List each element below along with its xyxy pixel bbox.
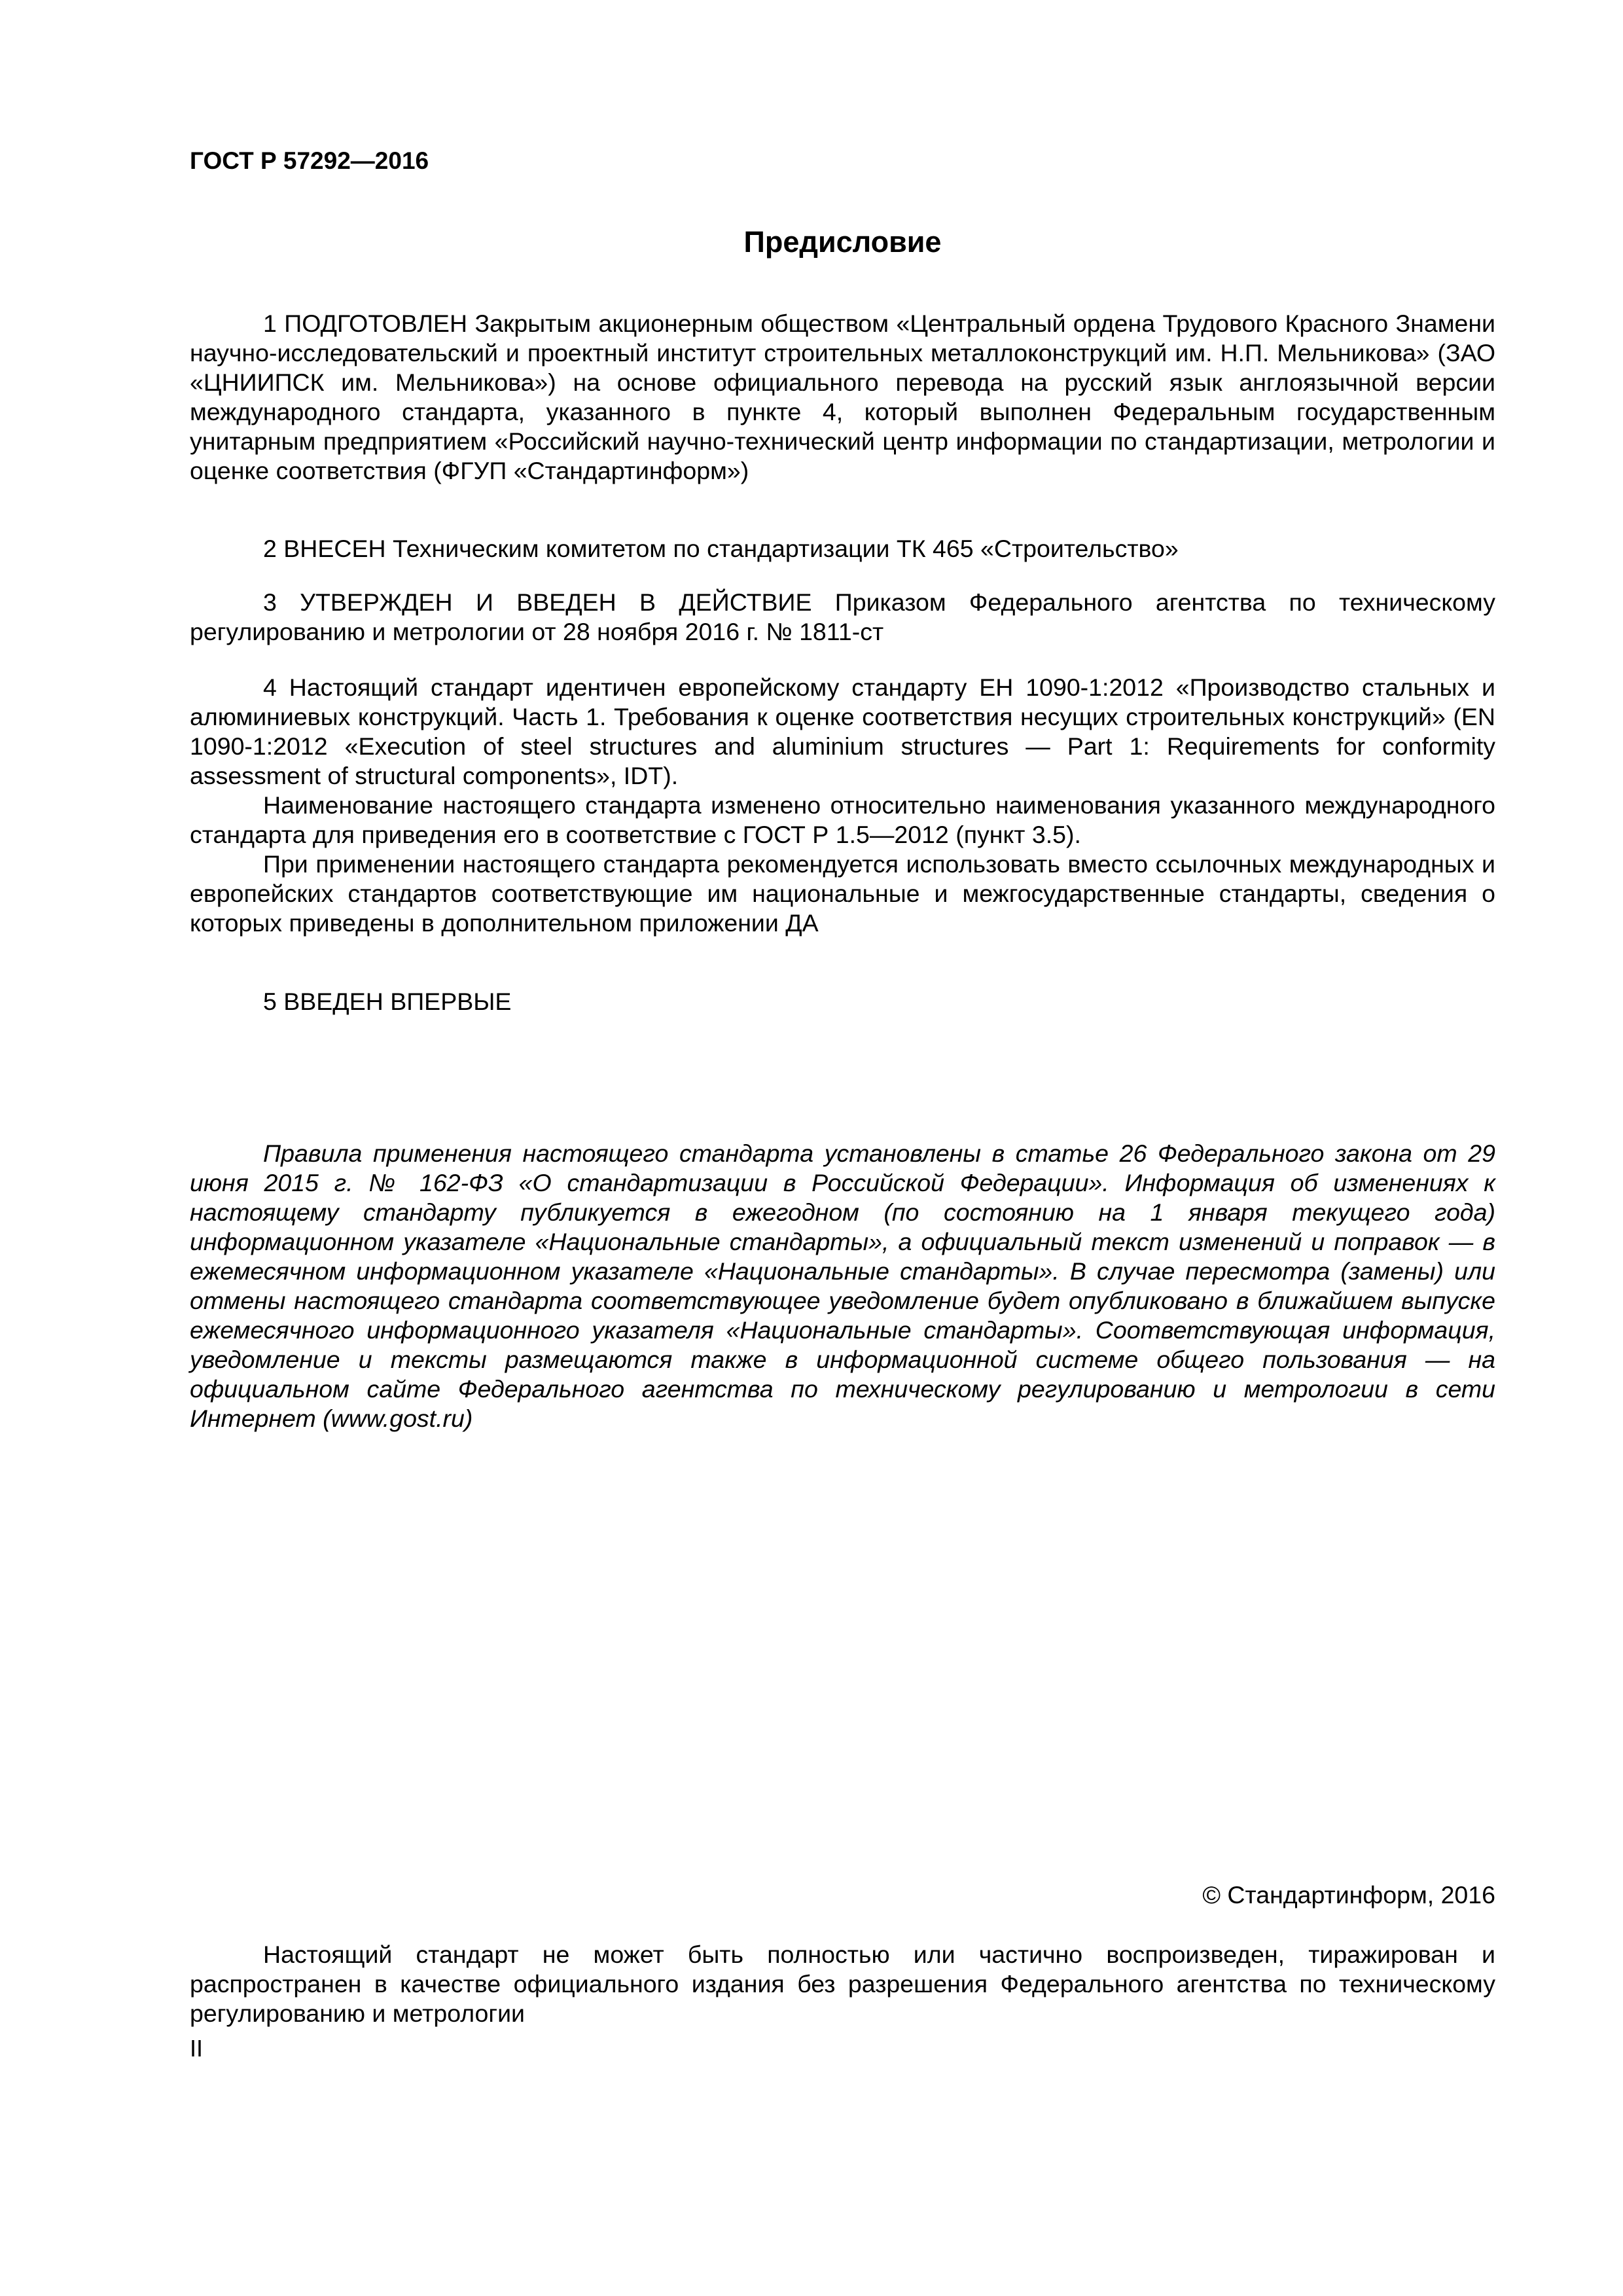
preface-item-5-text: 5 ВВЕДЕН ВПЕРВЫЕ (263, 988, 512, 1015)
preface-item-4-text: 4 Настоящий стандарт идентичен европейскому стандарту ЕН 1090-1:2012 «Производство стальных и алюминиевых конструкций. Часть 1. Требования к оценке соответствия несущих строительных конструкций» (EN 1090-1:2012 «Execution of steel structures and aluminium structures — Part 1: Requirements for conformity assessment of structural components», IDT). (190, 673, 1495, 789)
preface-item-2 (190, 534, 1495, 564)
preface-item-3 (190, 588, 1495, 647)
preface-item-4-name-note: Наименование настоящего стандарта изменено относительно наименования указанного международного стандарта для приведения его в соответствие с ГОСТ Р 1.5—2012 (пункт 3.5). (190, 791, 1495, 848)
preface-item-3-text: 3 УТВЕРЖДЕН И ВВЕДЕН В ДЕЙСТВИЕ Приказом Федерального агентства по техническому регулированию и метрологии от 28 ноября 2016 г. № 1811-ст (190, 588, 1495, 645)
preface-item-5 (190, 987, 1495, 1016)
preface-item-2-text: 2 ВНЕСЕН Техническим комитетом по стандартизации ТК 465 «Строительство» (263, 535, 1179, 562)
page-title: Предисловие (743, 225, 942, 259)
rules-notice (190, 1139, 1495, 1433)
reproduction-notice-text: Настоящий стандарт не может быть полностью или частично воспроизведен, тиражирован и распространен в качестве официального издания без разрешения Федерального агентства по техническому регулированию и метрологии (190, 1941, 1495, 2027)
copyright: © Стандартинформ, 2016 (1202, 1881, 1495, 1909)
preface-item-1 (190, 309, 1495, 486)
page-number: II (190, 2035, 204, 2062)
preface-item-4-reference-note: При применении настоящего стандарта рекомендуется использовать вместо ссылочных международных и европейских стандартов соответствующие им национальные и межгосударственные стандарты, сведения о которых приведены в дополнительном приложении ДА (190, 850, 1495, 937)
reproduction-notice (190, 1940, 1495, 2028)
document-code: ГОСТ Р 57292—2016 (190, 147, 429, 174)
preface-item-4 (190, 673, 1495, 938)
preface-item-1-text: 1 ПОДГОТОВЛЕН Закрытым акционерным обществом «Центральный ордена Трудового Красного Знамени научно-исследовательский и проектный институт строительных металлоконструкций им. Н.П. Мельникова» (ЗАО «ЦНИИПСК им. Мельникова») на основе официального перевода на русский язык англоязычной версии международного стандарта, указанного в пункте 4, который выполнен Федеральным государственным унитарным предприятием «Российский научно-технический центр информации по стандартизации, метрологии и оценке соответствия (ФГУП «Стандартинформ») (190, 310, 1495, 484)
rules-notice-text: Правила применения настоящего стандарта установлены в статье 26 Федерального закона от 29 июня 2015 г. № 162-ФЗ «О стандартизации в Российской Федерации». Информация об изменениях к настоящему стандарту публикуется в ежегодном (по состоянию на 1 января текущего года) информационном указателе «Национальные стандарты», а официальный текст изменений и поправок — в ежемесячном информационном указателе «Национальные стандарты». В случае пересмотра (замены) или отмены настоящего стандарта соответствующее уведомление будет опубликовано в ближайшем выпуске ежемесячного информационного указателя «Национальные стандарты». Соответствующая информация, уведомление и тексты размещаются также в информационной системе общего пользования — на официальном сайте Федерального агентства по техническому регулированию и метрологии в сети Интернет (www.gost.ru) (190, 1139, 1495, 1432)
